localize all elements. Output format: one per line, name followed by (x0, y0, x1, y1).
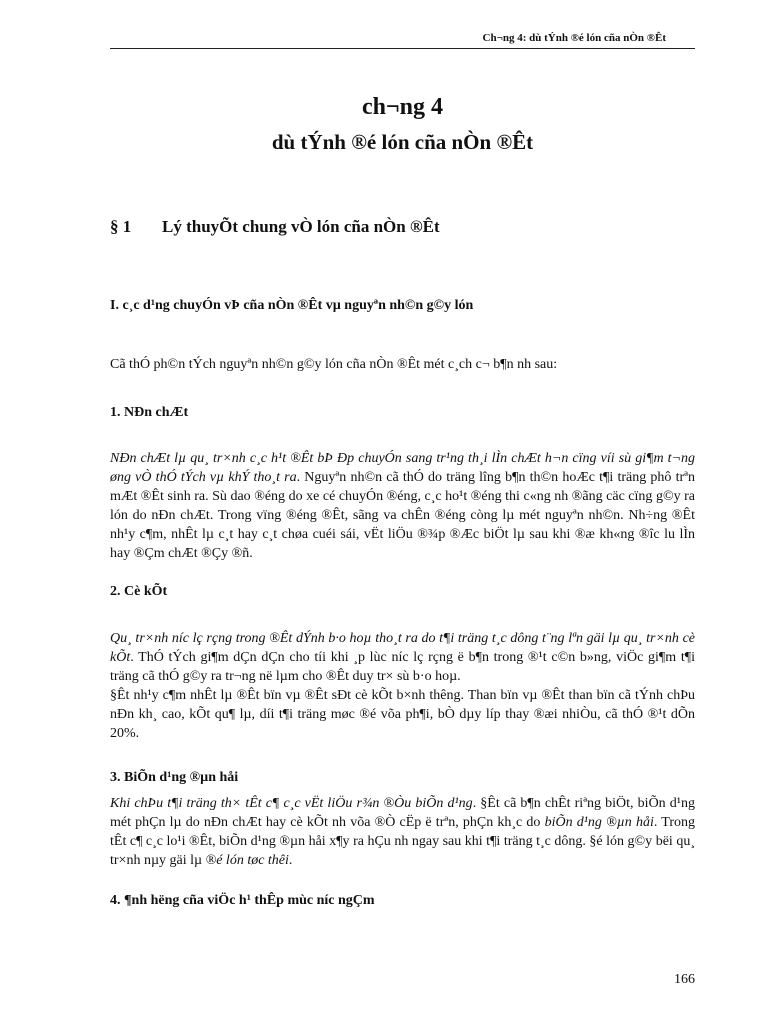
page-number: 166 (674, 972, 695, 987)
paragraph-3 (110, 686, 695, 743)
paragraph-1 (110, 449, 695, 563)
paragraph-4-text-2: . Trong tÊt c¶ c¸c lo¹i ®Êt, biÕn d¹ng ®µn håi x¶y ra hÇu nh ngay sau khi t¶i träng t¸c dông. §é lón g©y bëi qu¸ tr×nh nµy gäi lµ (110, 815, 695, 868)
chapter-subtitle: dù tÝnh ®é lón cña nÒn ®Êt (271, 130, 534, 154)
paragraph-4-italic-3: ®é lón tøc thêi (205, 853, 289, 868)
paragraph-1-italic: NÐn chÆt lµ qu¸ tr×nh c¸c h¹t ®Êt bÞ Ðp chuyÓn sang tr¹ng th¸i lÌn chÆt h¬n cïng víi sù gi¶m t¬ng øng vÒ thÓ tÝch vµ khÝ tho¸t ra (110, 451, 695, 485)
running-head: Ch¬ng 4: dù tÝnh ®é lón cña nÒn ®Êt (482, 32, 666, 44)
paragraph-2-italic: Qu¸ tr×nh níc lç rçng trong ®Êt dÝnh b·o hoµ tho¸t ra do t¶i träng t¸c dông t¨ng lªn gäi lµ qu¸ tr×nh cè kÕt (110, 631, 695, 665)
subheading-1: 1. NÐn chÆt (110, 405, 189, 420)
subheading-4: 4. ¶nh hëng cña viÖc h¹ thÊp mùc níc ngÇm (110, 893, 375, 908)
section-number: § 1 (110, 217, 132, 236)
paragraph-4-italic-1: Khi chÞu t¶i träng th× tÊt c¶ c¸c vËt liÖu r¾n ®Òu biÕn d¹ng (110, 796, 473, 811)
section-title: Lý thuyÕt chung vÒ lón cña nÒn ®Êt (162, 217, 440, 236)
header-rule (110, 48, 695, 49)
paragraph-4-text-3: . (288, 853, 293, 868)
intro-text: Cã thÓ ph©n tÝch nguyªn nh©n g©y lón cña nÒn ®Êt mét c¸ch c¬ b¶n nh sau: (110, 357, 558, 372)
paragraph-2 (110, 629, 695, 686)
chapter-title: ch¬ng 4 (361, 94, 444, 120)
paragraph-1-text: . Nguyªn nh©n cã thÓ do träng lîng b¶n th©n hoÆc t¶i träng phô trªn mÆt ®Êt sinh ra. Sù dao ®éng do xe cé chuyÓn ®éng, c¸c ho¹t ®éng thi c«ng nh ®ãng cäc cïng g©y ra lón do nÐn chÆt. Trong vïng ®éng ®Êt, sãng va chÊn ®éng còng lµ mét nguyªn nh©n. Nh÷ng ®Êt nh¹y c¶m, nhÊt lµ c¸t hay c¸t chøa cuéi sái, vËt liÖu ®¾p ®Æc biÖt lµ sau khi ®æ kh«ng ®îc lu lÌn hay ®Çm chÆt ®Çy ®ñ. (110, 470, 696, 561)
paragraph-4-text-1: . §Êt cã b¶n chÊt riªng biÖt, biÕn d¹ng mét phÇn lµ do nÐn chÆt hay cè kÕt nh võa ®Ò cËp ë trªn, phÇn kh¸c do (110, 796, 695, 830)
intro-paragraph (110, 355, 695, 374)
subheading-3: 3. BiÕn d¹ng ®µn håi (110, 770, 239, 785)
chapter-title-block (110, 92, 695, 156)
subheading-2: 2. Cè kÕt (110, 584, 168, 599)
paragraph-4 (110, 794, 695, 870)
paragraph-4-italic-2: biÕn d¹ng ®µn håi (544, 815, 654, 830)
paragraph-2-text: . ThÓ tÝch gi¶m dÇn dÇn cho tíi khi ¸p lùc níc lç rçng ë b¶n trong ®¹t c©n b»ng, viÖc gi¶m t¶i träng cã thÓ g©y ra tr¬ng në lµm cho ®Êt duy tr× sù b·o hoµ. (110, 650, 695, 684)
paragraph-3-text: §Êt nh¹y c¶m nhÊt lµ ®Êt bïn vµ ®Êt sÐt cè kÕt b×nh thêng. Than bïn vµ ®Êt than bïn cã tÝnh chÞu nÐn kh¸ cao, kÕt qu¶ lµ, díi t¶i träng møc ®é võa ph¶i, bÒ dµy líp thay ®æi nhiÒu, cã thÓ ®¹t dÕn 20%. (110, 688, 695, 741)
section-heading (110, 217, 695, 237)
part-heading: I. c¸c d¹ng chuyÓn vÞ cña nÒn ®Êt vµ nguyªn nh©n g©y lón (110, 298, 474, 313)
